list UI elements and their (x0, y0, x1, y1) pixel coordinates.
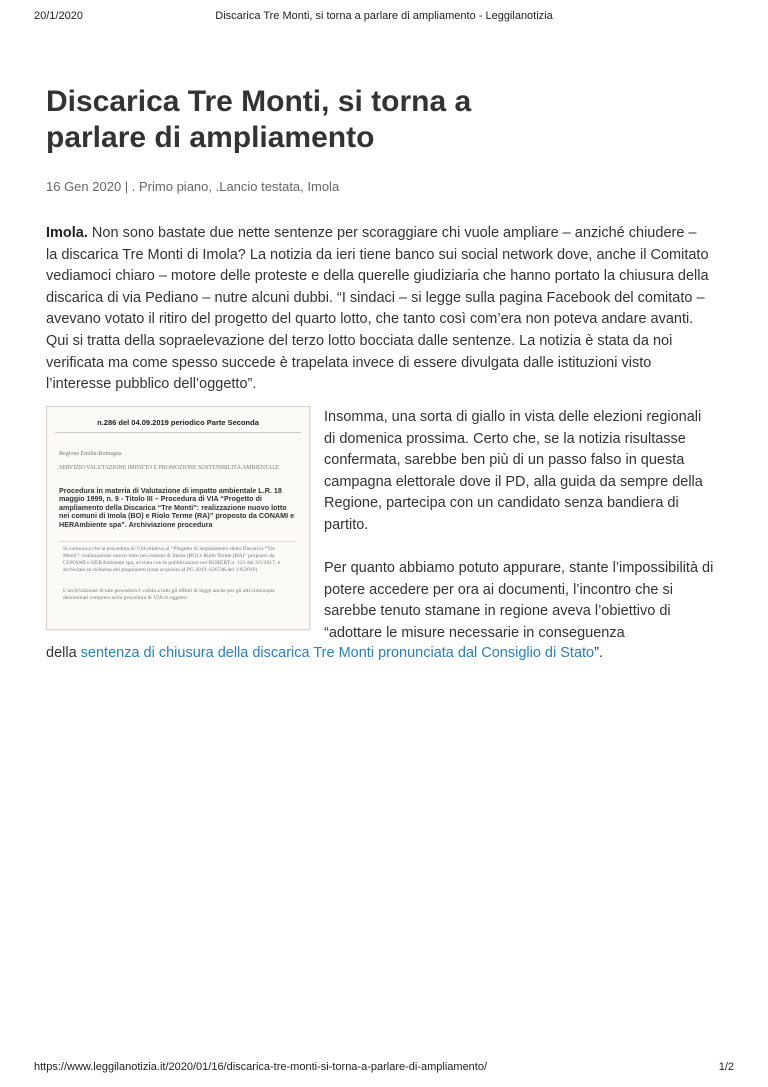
document-image-region: Regione Emilia-Romagna (59, 451, 122, 457)
article-title: Discarica Tre Monti, si torna a parlare di ampliamento (46, 85, 472, 154)
document-image-divider (59, 541, 295, 542)
print-header (34, 10, 734, 26)
paragraph-2: Insomma, una sorta di giallo in vista delle elezioni regionali di domenica prossima. Certo che, se la notizia risultasse confermata, sarebbe ben più di un passo falso in questa campagna elettorale dove il PD, alla guida da sempre della Regione, partecipa con un candidato senza bandiera di partito. (324, 409, 703, 533)
print-url: https://www.leggilanotizia.it/2020/01/16/discarica-tre-monti-si-torna-a-parlare-di-ampliamento/ (34, 1061, 488, 1073)
document-image-note: L’archiviazione di tale procedura è valida a tutti gli effetti di legge anche per gli atti comunque denominati compresi nella procedura di VIA in oggetto. (63, 588, 275, 601)
tail-after-link: ”. (594, 645, 603, 661)
document-image-header: n.286 del 04.09.2019 periodico Parte Seconda (97, 418, 259, 427)
lead-text: Non sono bastate due nette sentenze per scoraggiare chi vuole ampliare – anziché chiudere – la discarica Tre Monti di Imola? La notizia da ieri tiene banco sui social network dove, anche il Comitato vediamoci chiaro – motore delle proteste e della querelle giudiziaria che hanno portato la chiusura della discarica di via Pediano – nutre alcuni dubbi. “I sindaci – si legge sulla pagina Facebook del comitato – avevano votato il ritiro del progetto del quarto lotto, che tanto così com’era non poteva andare avanti. Qui si tratta della sopraelevazione del terzo lotto bocciata dalle sentenze. La notizia è stata da noi verificata ma come spesso succede è trapelata invece di essere divulgata dalle istituzioni visto l’interesse pubblico dell’oggetto”. (46, 225, 709, 393)
document-image-rule (55, 432, 301, 433)
print-page-number: 1/2 (718, 1061, 734, 1073)
paragraph-3-continuation (46, 643, 710, 665)
lead-paragraph (46, 223, 710, 396)
tail-before-link: della (46, 645, 81, 661)
side-text (324, 407, 714, 645)
paragraph-3: Per quanto abbiamo potuto appurare, stante l’impossibilità di potere accedere per ora ai documenti, l’incontro che si sarebbe tenuto stamane in regione aveva l’obiettivo di “adottare le misure necessarie in conseguenza (324, 560, 714, 641)
article-date: 16 Gen 2020 (46, 179, 122, 194)
sentence-link[interactable]: sentenza di chiusura della discarica Tre Monti pronunciata dal Consiglio di Stato (80, 645, 595, 661)
document-image (46, 406, 310, 630)
article (46, 84, 714, 661)
print-footer (34, 1061, 734, 1075)
meta-separator: | . (121, 179, 140, 194)
article-categories[interactable]: Primo piano, .Lancio testata, Imola (139, 179, 340, 194)
document-image-service: SERVIZIO VALUTAZIONE IMPATTO E PROMOZIONE SOSTENIBILITÀ AMBIENTALE (59, 465, 280, 471)
document-image-subject: Procedura in materia di Valutazione di impatto ambientale L.R. 18 maggio 1999, n. 9 - Titolo III – Procedura di VIA “Progetto di ampliamento della Discarica “Tre Monti”: realizzazione nuovo lotto nei comuni di Imola (BO) e Riolo Terme (RA)” proposto da CONAMI e HERAmbiente spa”. Archiviazione procedura (59, 486, 295, 529)
print-document-title: Discarica Tre Monti, si torna a parlare di ampliamento - Leggilanotizia (215, 10, 553, 22)
article-meta (46, 178, 710, 196)
document-image-body: Si comunica che la procedura di VIA relativa al “Progetto di ampliamento della Discarica “Tre Monti”: realizzazione nuovo lotto nei comuni di Imola (BO) e Riolo Terme (RA)” proposto da CONAMI e HERAmbiente spa, avviata con le pubblicazioni nel BURERT n. 123 del 3/5/2017, è archiviata su richiesta dei proponenti (nota acquisita al PG.2019. 626746 del 1/8/2019) (63, 546, 281, 573)
print-date: 20/1/2020 (34, 10, 83, 22)
lead-place: Imola. (46, 225, 88, 241)
